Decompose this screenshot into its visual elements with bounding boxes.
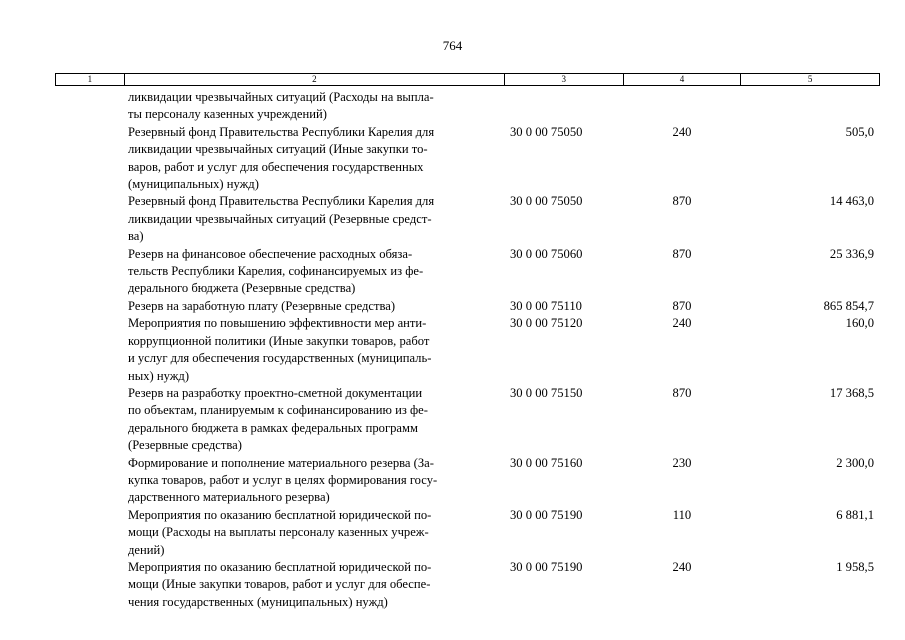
description-line: дарственного материального резерва) [128, 490, 330, 505]
description-line: по объектам, планируемым к софинансированию из фе- [128, 403, 428, 418]
row-code: 30 0 00 75120 [510, 316, 583, 331]
row-expense-type: 870 [672, 246, 692, 261]
description-line: ликвидации чрезвычайных ситуаций (Расходы на выпла- [128, 90, 434, 104]
description-line: купка товаров, работ и услуг в целях формирования госу- [128, 472, 438, 487]
row-amount: 505,0 [845, 124, 874, 139]
row-description [128, 315, 500, 385]
table-row [0, 315, 905, 385]
row-amount: 865 854,7 [823, 298, 874, 313]
description-line: Резерв на финансовое обеспечение расходных обяза- [128, 246, 413, 261]
row-code: 30 0 00 75050 [510, 124, 583, 139]
description-line: Формирование и пополнение материального резерва (За- [128, 455, 434, 470]
row-expense-type: 870 [672, 385, 692, 400]
description-line: ликвидации чрезвычайных ситуаций (Резервные средст- [128, 211, 432, 226]
row-expense-type: 870 [672, 298, 692, 313]
row-amount: 14 463,0 [829, 194, 874, 209]
description-line: дерального бюджета в рамках федеральных программ [128, 420, 418, 435]
description-line: ликвидации чрезвычайных ситуаций (Иные закупки то- [128, 142, 428, 157]
description-line: Резерв на разработку проектно-сметной документации [128, 385, 423, 400]
description-line: Мероприятия по повышению эффективности мер анти- [128, 316, 427, 331]
description-line: ва) [128, 229, 144, 244]
table-row [0, 298, 905, 315]
row-amount: 1 958,5 [836, 559, 874, 574]
row-description [128, 298, 500, 315]
description-line: ты персоналу казенных учреждений) [128, 107, 327, 122]
row-description [128, 455, 500, 507]
row-code: 30 0 00 75110 [510, 298, 582, 313]
row-description [128, 89, 500, 124]
table-body [0, 89, 905, 611]
row-code: 30 0 00 75150 [510, 385, 583, 400]
description-line: (Резервные средства) [128, 438, 242, 453]
row-code: 30 0 00 75050 [510, 194, 583, 209]
table-row [0, 385, 905, 455]
row-code: 30 0 00 75190 [510, 559, 583, 574]
row-amount: 25 336,9 [829, 246, 874, 261]
table-row [0, 124, 905, 194]
description-line: варов, работ и услуг для обеспечения государственных [128, 159, 424, 174]
description-line: Мероприятия по оказанию бесплатной юридической по- [128, 559, 432, 574]
table-header-row [55, 73, 880, 86]
description-line: мощи (Расходы на выплаты персоналу казенных учреж- [128, 525, 429, 540]
row-expense-type: 870 [672, 194, 692, 209]
row-expense-type: 240 [672, 559, 692, 574]
column-header-4: 4 [624, 74, 742, 85]
description-line: ных) нужд) [128, 368, 190, 383]
row-expense-type: 230 [672, 455, 692, 470]
row-description [128, 385, 500, 455]
description-line: дерального бюджета (Резервные средства) [128, 281, 356, 296]
row-code: 30 0 00 75160 [510, 455, 583, 470]
table-row [0, 193, 905, 245]
description-line: Резервный фонд Правительства Республики Карелия для [128, 194, 435, 209]
row-description [128, 559, 500, 611]
row-description [128, 124, 500, 194]
page-number: 764 [442, 38, 463, 53]
description-line: Резервный фонд Правительства Республики Карелия для [128, 124, 435, 139]
description-line: Резерв на заработную плату (Резервные средства) [128, 298, 396, 313]
row-expense-type: 240 [672, 124, 692, 139]
row-code: 30 0 00 75060 [510, 246, 583, 261]
row-description [128, 193, 500, 245]
column-header-1: 1 [56, 74, 125, 85]
row-expense-type: 110 [672, 507, 692, 522]
description-line: Мероприятия по оказанию бесплатной юридической по- [128, 507, 432, 522]
table-row [0, 507, 905, 559]
column-header-3: 3 [505, 74, 624, 85]
description-line: и услуг для обеспечения государственных (муниципаль- [128, 351, 432, 366]
description-line: дений) [128, 542, 165, 557]
description-line: тельств Республики Карелия, софинансируемых из фе- [128, 264, 424, 279]
description-line: коррупционной политики (Иные закупки товаров, работ [128, 333, 430, 348]
row-code: 30 0 00 75190 [510, 507, 583, 522]
row-amount: 160,0 [845, 316, 874, 331]
column-header-2: 2 [125, 74, 505, 85]
description-line: мощи (Иные закупки товаров, работ и услуг для обеспе- [128, 577, 431, 592]
row-amount: 2 300,0 [836, 455, 874, 470]
table-row [0, 246, 905, 298]
row-expense-type: 240 [672, 316, 692, 331]
row-description [128, 246, 500, 298]
row-amount: 6 881,1 [836, 507, 874, 522]
row-amount: 17 368,5 [829, 385, 874, 400]
table-row [0, 89, 905, 124]
description-line: чения государственных (муниципальных) нужд) [128, 594, 388, 609]
table-row [0, 455, 905, 507]
table-row [0, 559, 905, 611]
column-header-5: 5 [807, 74, 813, 84]
row-description [128, 507, 500, 559]
description-line: (муниципальных) нужд) [128, 177, 259, 192]
